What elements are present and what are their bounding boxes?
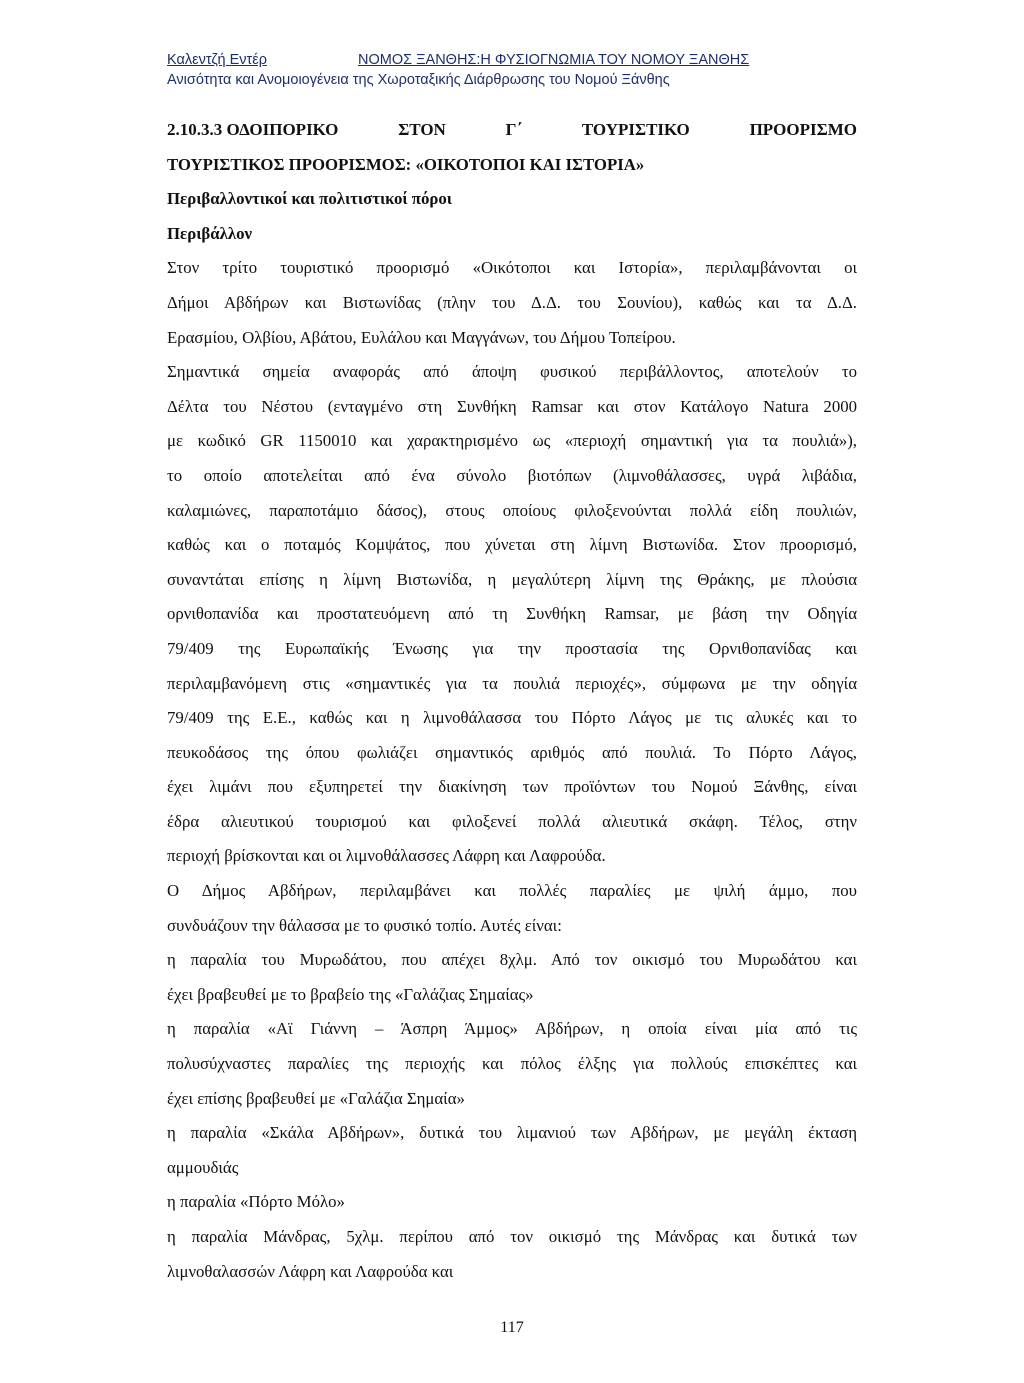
section-heading-word: ΣΤΟΝ bbox=[398, 120, 446, 139]
text-line: 79/409 της Ε.Ε., καθώς και η λιμνοθάλασσα του Πόρτο Λάγος με τις αλυκές και το bbox=[167, 708, 857, 728]
text-line: η παραλία «Αϊ Γιάννη – Άσπρη Άμμος» Αβδήρων, η οποία είναι μία από τις bbox=[167, 1019, 857, 1039]
text-line: συνδυάζουν την θάλασσα με το φυσικό τοπίο. Αυτές είναι: bbox=[167, 915, 562, 935]
text-line: έχει βραβευθεί με το βραβείο της «Γαλάζιας Σημαίας» bbox=[167, 984, 534, 1004]
paragraph bbox=[167, 1116, 857, 1185]
running-head-subtitle: Ανισότητα και Ανομοιογένεια της Χωροταξικής Διάρθρωσης του Νομού Ξάνθης bbox=[167, 72, 670, 88]
text-line: Δήμοι Αβδήρων και Βιστωνίδας (πλην του Δ.Δ. του Σουνίου), καθώς και τα Δ.Δ. bbox=[167, 292, 857, 312]
text-line: η παραλία του Μυρωδάτου, που απέχει 8χλμ. Από τον οικισμό του Μυρωδάτου και bbox=[167, 950, 857, 970]
text-line: η παραλία Μάνδρας, 5χλμ. περίπου από τον οικισμό της Μάνδρας και δυτικά των bbox=[167, 1227, 857, 1246]
text-line: η παραλία «Πόρτο Μόλο» bbox=[167, 1192, 345, 1212]
text-line: περιλαμβανόμενη στις «σημαντικές για τα πουλιά περιοχές», σύμφωνα με την οδηγία bbox=[167, 673, 857, 693]
section-number: 2.10.3.3 bbox=[167, 120, 223, 139]
section-number-word bbox=[167, 113, 338, 148]
paragraph bbox=[167, 1012, 857, 1116]
section-heading-word: ΤΟΥΡΙΣΤΙΚΟ bbox=[581, 120, 690, 139]
paragraph bbox=[167, 251, 857, 355]
text-line: πολυσύχναστες παραλίες της περιοχής και πόλος έλξης για πολλούς επισκέπτες και bbox=[167, 1054, 857, 1074]
text-line: πευκοδάσος της όπου φωλιάζει σημαντικός αριθμός από πουλιά. Το Πόρτο Λάγος, bbox=[167, 742, 857, 762]
text-line: Ο Δήμος Αβδήρων, περιλαμβάνει και πολλές παραλίες με ψιλή άμμο, που bbox=[167, 881, 857, 901]
destination-heading: ΤΟΥΡΙΣΤΙΚΟΣ ΠΡΟΟΡΙΣΜΟΣ: «ΟΙΚΟΤΟΠΟΙ ΚΑΙ ΙΣΤΟΡΙΑ» bbox=[167, 154, 645, 174]
resources-heading: Περιβαλλοντικοί και πολιτιστικοί πόροι bbox=[167, 189, 452, 209]
text-line: το οποίο αποτελείται από ένα σύνολο βιοτόπων (λιμνοθάλασσες, υγρά λιβάδια, bbox=[167, 465, 857, 485]
paragraph bbox=[167, 1185, 857, 1220]
text-line: Δέλτα του Νέστου (ενταγμένο στη Συνθήκη Ramsar και στον Κατάλογο Natura 2000 bbox=[167, 396, 857, 416]
section-heading-word: ΟΔΟΙΠΟΡΙΚΟ bbox=[226, 120, 339, 139]
section-heading bbox=[167, 113, 857, 148]
text-line: 79/409 της Ευρωπαϊκής Ένωσης για την προστασία της Ορνιθοπανίδας και bbox=[167, 638, 857, 658]
paragraph bbox=[167, 355, 857, 874]
section-heading-word: ΠΡΟΟΡΙΣΜΟ bbox=[749, 120, 857, 139]
environment-heading: Περιβάλλον bbox=[167, 223, 252, 243]
text-line: καλαμιώνες, παραποτάμιο δάσος), στους οποίους φιλοξενούνται πολλά είδη πουλιών, bbox=[167, 500, 857, 520]
paragraph bbox=[167, 1220, 857, 1289]
page-number: 117 bbox=[500, 1319, 524, 1336]
text-line: ορνιθοπανίδα και προστατευόμενη από τη Συνθήκη Ramsar, με βάση την Οδηγία bbox=[167, 604, 857, 624]
body-text bbox=[167, 251, 857, 1289]
text-line: Στον τρίτο τουριστικό προορισμό «Οικότοποι και Ιστορία», περιλαμβάνονται οι bbox=[167, 258, 857, 278]
text-line: λιμνοθαλασσών Λάφρη και Λαφρούδα και bbox=[167, 1261, 454, 1281]
text-line: αμμουδιάς bbox=[167, 1157, 239, 1177]
running-head bbox=[167, 50, 857, 90]
text-line: καθώς και ο ποταμός Κομψάτος, που χύνεται στη λίμνη Βιστωνίδα. Στον προορισμό, bbox=[167, 535, 857, 555]
paragraph bbox=[167, 874, 857, 943]
text-line: με κωδικό GR 1150010 και χαρακτηρισμένο ως «περιοχή σημαντική για τα πουλιά»), bbox=[167, 431, 857, 451]
running-head-chapter: ΝΟΜΟΣ ΞΑΝΘΗΣ:Η ΦΥΣΙΟΓΝΩΜΙΑ ΤΟΥ ΝΟΜΟΥ ΞΑΝΘΗΣ bbox=[358, 52, 750, 68]
paragraph bbox=[167, 943, 857, 1012]
text-line: Σημαντικά σημεία αναφοράς από άποψη φυσικού περιβάλλοντος, αποτελούν το bbox=[167, 362, 857, 382]
text-line: έχει λιμάνι που εξυπηρετεί την διακίνηση των προϊόντων του Νομού Ξάνθης, είναι bbox=[167, 777, 857, 797]
running-head-author: Καλεντζή Εντέρ bbox=[167, 52, 267, 68]
text-line: η παραλία «Σκάλα Αβδήρων», δυτικά του λιμανιού των Αβδήρων, με μεγάλη έκταση bbox=[167, 1123, 857, 1143]
section-heading-word: Γ΄ bbox=[505, 120, 523, 139]
text-line: περιοχή βρίσκονται και οι λιμνοθάλασσες Λάφρη και Λαφρούδα. bbox=[167, 846, 606, 866]
text-line: συναντάται επίσης η λίμνη Βιστωνίδα, η μεγαλύτερη λίμνη της Θράκης, με πλούσια bbox=[167, 569, 857, 589]
text-line: έχει επίσης βραβευθεί με «Γαλάζια Σημαία» bbox=[167, 1088, 465, 1108]
text-line: Ερασμίου, Ολβίου, Αβάτου, Ευλάλου και Μαγγάνων, του Δήμου Τοπείρου. bbox=[167, 327, 676, 347]
text-line: έδρα αλιευτικού τουρισμού και φιλοξενεί πολλά αλιευτικά σκάφη. Τέλος, στην bbox=[167, 811, 857, 831]
running-head-line bbox=[167, 50, 857, 70]
page-content bbox=[167, 113, 857, 1289]
